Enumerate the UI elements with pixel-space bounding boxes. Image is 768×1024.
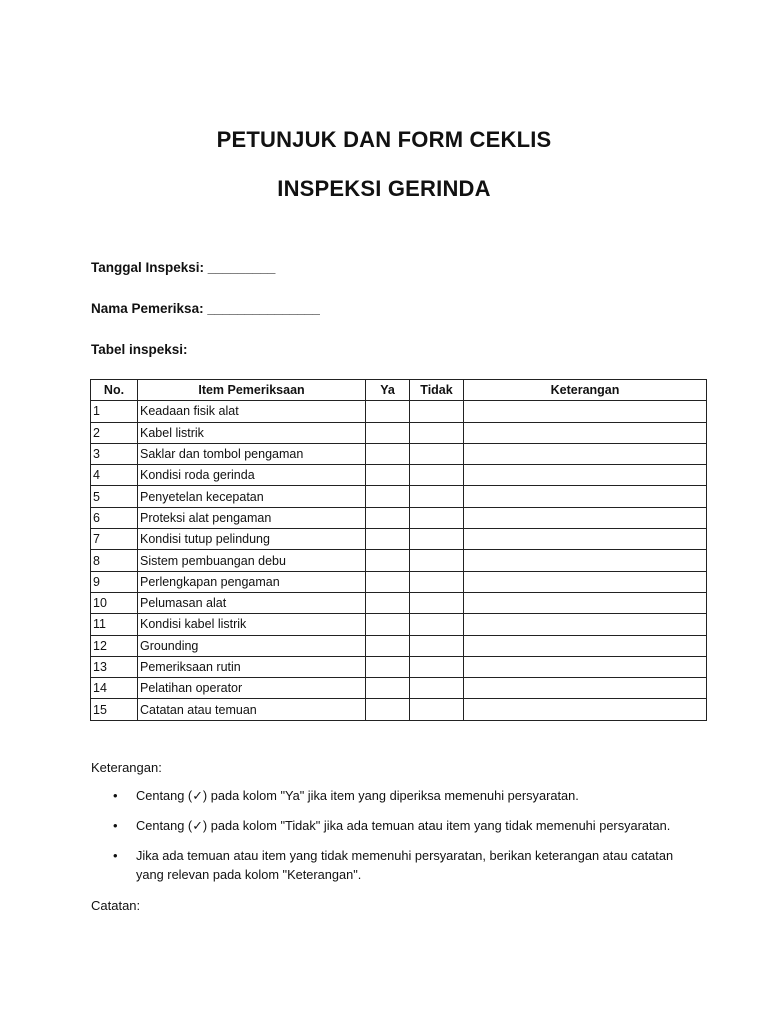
row-tidak-cell[interactable]	[410, 443, 464, 464]
table-row	[91, 550, 707, 571]
notes-list-item	[91, 816, 691, 835]
row-number: 11	[91, 614, 138, 635]
row-number: 8	[91, 550, 138, 571]
row-keterangan-cell[interactable]	[464, 422, 707, 443]
row-ya-cell[interactable]	[366, 635, 410, 656]
row-number: 5	[91, 486, 138, 507]
table-body	[91, 401, 707, 720]
row-ya-cell[interactable]	[366, 592, 410, 613]
row-number: 15	[91, 699, 138, 720]
table-row	[91, 401, 707, 422]
row-item: Sistem pembuangan debu	[138, 550, 366, 571]
row-ya-cell[interactable]	[366, 571, 410, 592]
header-item: Item Pemeriksaan	[138, 380, 366, 401]
row-number: 6	[91, 507, 138, 528]
row-item: Kondisi tutup pelindung	[138, 529, 366, 550]
row-item: Kondisi kabel listrik	[138, 614, 366, 635]
row-item: Pelumasan alat	[138, 592, 366, 613]
table-header-row	[91, 380, 707, 401]
document-title: PETUNJUK DAN FORM CEKLIS	[216, 127, 552, 152]
row-ya-cell[interactable]	[366, 529, 410, 550]
row-number: 10	[91, 592, 138, 613]
table-row	[91, 699, 707, 720]
table-row	[91, 486, 707, 507]
row-tidak-cell[interactable]	[410, 592, 464, 613]
row-tidak-cell[interactable]	[410, 465, 464, 486]
row-keterangan-cell[interactable]	[464, 507, 707, 528]
row-tidak-cell[interactable]	[410, 656, 464, 677]
notes-list-item	[91, 846, 691, 884]
row-item: Pelatihan operator	[138, 678, 366, 699]
header-ya: Ya	[366, 380, 410, 401]
row-item: Kondisi roda gerinda	[138, 465, 366, 486]
row-keterangan-cell[interactable]	[464, 592, 707, 613]
row-tidak-cell[interactable]	[410, 571, 464, 592]
row-ya-cell[interactable]	[366, 422, 410, 443]
bullet-icon: •	[113, 788, 118, 803]
table-row	[91, 571, 707, 592]
row-number: 14	[91, 678, 138, 699]
row-item: Pemeriksaan rutin	[138, 656, 366, 677]
table-header	[91, 380, 707, 401]
table-row	[91, 656, 707, 677]
row-keterangan-cell[interactable]	[464, 443, 707, 464]
bullet-icon: •	[113, 818, 118, 833]
row-number: 13	[91, 656, 138, 677]
table-row	[91, 465, 707, 486]
row-number: 9	[91, 571, 138, 592]
row-ya-cell[interactable]	[366, 443, 410, 464]
row-item: Catatan atau temuan	[138, 699, 366, 720]
row-keterangan-cell[interactable]	[464, 699, 707, 720]
table-row	[91, 507, 707, 528]
row-keterangan-cell[interactable]	[464, 656, 707, 677]
row-item: Grounding	[138, 635, 366, 656]
row-keterangan-cell[interactable]	[464, 550, 707, 571]
row-ya-cell[interactable]	[366, 486, 410, 507]
row-keterangan-cell[interactable]	[464, 614, 707, 635]
row-ya-cell[interactable]	[366, 678, 410, 699]
row-keterangan-cell[interactable]	[464, 529, 707, 550]
row-item: Proteksi alat pengaman	[138, 507, 366, 528]
notes-item-text: Centang (✓) pada kolom "Ya" jika item yang diperiksa memenuhi persyaratan.	[136, 788, 579, 803]
table-row	[91, 443, 707, 464]
notes-heading: Keterangan:	[91, 760, 162, 775]
header-tidak: Tidak	[410, 380, 464, 401]
row-tidak-cell[interactable]	[410, 678, 464, 699]
row-tidak-cell[interactable]	[410, 507, 464, 528]
row-keterangan-cell[interactable]	[464, 678, 707, 699]
inspection-table	[90, 379, 707, 721]
catatan-label: Catatan:	[91, 898, 141, 913]
row-keterangan-cell[interactable]	[464, 465, 707, 486]
row-ya-cell[interactable]	[366, 614, 410, 635]
row-tidak-cell[interactable]	[410, 699, 464, 720]
table-caption: Tabel inspeksi:	[91, 342, 188, 357]
document-subtitle: INSPEKSI GERINDA	[277, 176, 491, 201]
table-row	[91, 635, 707, 656]
header-no: No.	[91, 380, 138, 401]
notes-list-item	[91, 786, 691, 805]
header-keterangan: Keterangan	[464, 380, 707, 401]
table-row	[91, 592, 707, 613]
table-row	[91, 614, 707, 635]
row-ya-cell[interactable]	[366, 507, 410, 528]
row-ya-cell[interactable]	[366, 465, 410, 486]
table-row	[91, 422, 707, 443]
notes-list	[91, 786, 691, 895]
row-tidak-cell[interactable]	[410, 401, 464, 422]
row-keterangan-cell[interactable]	[464, 486, 707, 507]
row-keterangan-cell[interactable]	[464, 401, 707, 422]
row-tidak-cell[interactable]	[410, 635, 464, 656]
row-ya-cell[interactable]	[366, 656, 410, 677]
inspection-date-label: Tanggal Inspeksi: _________	[91, 260, 276, 275]
table-row	[91, 678, 707, 699]
notes-item-text: Jika ada temuan atau item yang tidak memenuhi persyaratan, berikan keterangan atau catatan yang relevan pada kolom "Keterangan".	[136, 848, 674, 882]
row-item: Penyetelan kecepatan	[138, 486, 366, 507]
row-tidak-cell[interactable]	[410, 614, 464, 635]
row-keterangan-cell[interactable]	[464, 571, 707, 592]
row-item: Saklar dan tombol pengaman	[138, 443, 366, 464]
row-ya-cell[interactable]	[366, 401, 410, 422]
bullet-icon: •	[113, 848, 118, 863]
row-tidak-cell[interactable]	[410, 529, 464, 550]
row-item: Perlengkapan pengaman	[138, 571, 366, 592]
row-number: 4	[91, 465, 138, 486]
row-number: 1	[91, 401, 138, 422]
row-tidak-cell[interactable]	[410, 486, 464, 507]
row-item: Keadaan fisik alat	[138, 401, 366, 422]
row-number: 7	[91, 529, 138, 550]
row-keterangan-cell[interactable]	[464, 635, 707, 656]
table-row	[91, 529, 707, 550]
row-tidak-cell[interactable]	[410, 550, 464, 571]
row-tidak-cell[interactable]	[410, 422, 464, 443]
row-number: 3	[91, 443, 138, 464]
row-ya-cell[interactable]	[366, 550, 410, 571]
row-number: 12	[91, 635, 138, 656]
row-item: Kabel listrik	[138, 422, 366, 443]
row-number: 2	[91, 422, 138, 443]
row-ya-cell[interactable]	[366, 699, 410, 720]
inspector-name-label: Nama Pemeriksa: _______________	[91, 301, 320, 316]
notes-item-text: Centang (✓) pada kolom "Tidak" jika ada temuan atau item yang tidak memenuhi persyaratan.	[136, 818, 671, 833]
